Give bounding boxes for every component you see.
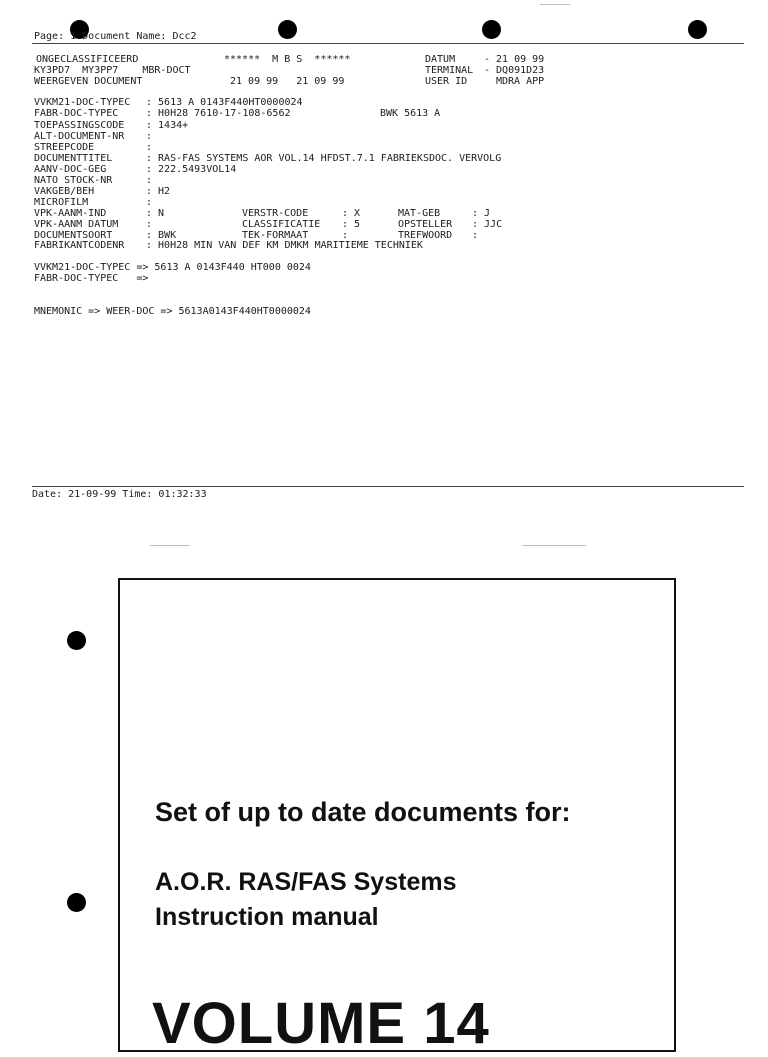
system-banner: ****** M B S ****** (224, 54, 351, 65)
type-mapping: VVKM21-DOC-TYPEC => 5613 A 0143F440 HT000 0024 (34, 262, 311, 273)
grid-mid-value: : 5 (342, 219, 361, 230)
cover-heading: Set of up to date documents for: (155, 797, 571, 827)
field-label: AANV-DOC-GEG (34, 164, 107, 175)
field-value: : (146, 142, 153, 153)
grid-right-label: OPSTELLER (398, 219, 453, 230)
volume-title: VOLUME 14 (152, 991, 490, 1056)
field-label: FABR-DOC-TYPEC (34, 108, 119, 119)
grid-label: DOCUMENTSOORT (34, 230, 113, 241)
program-codes: KY3PD7 MY3PP7 MBR-DOCT (34, 65, 191, 76)
punch-hole (688, 20, 707, 39)
terminal-value: - DQ091D23 (484, 65, 545, 76)
field-label: NATO STOCK-NR (34, 175, 113, 186)
field-label: VAKGEB/BEH (34, 186, 95, 197)
field-label: VVKM21-DOC-TYPEC (34, 97, 131, 108)
screen-dates: 21 09 99 21 09 99 (230, 76, 345, 87)
grid-label: FABRIKANTCODENR (34, 240, 125, 251)
field-value: : H2 (146, 186, 171, 197)
field-value: : 5613 A 0143F440HT0000024 (146, 97, 303, 108)
field-value: : 222.5493VOL14 (146, 164, 237, 175)
grid-mid-label: VERSTR-CODE (242, 208, 309, 219)
grid-mid-value: : (342, 230, 349, 241)
mnemonic-line: MNEMONIC => WEER-DOC => 5613A0143F440HT0000024 (34, 306, 311, 317)
grid-value: : (146, 219, 153, 230)
field-label: ALT-DOCUMENT-NR (34, 131, 125, 142)
user-id-value: MDRA APP (496, 76, 545, 87)
system-name: A.O.R. RAS/FAS Systems (155, 868, 457, 896)
grid-label: VPK-AANM-IND (34, 208, 107, 219)
terminal-label: TERMINAL (425, 65, 474, 76)
field-value: : (146, 175, 153, 186)
datum-label: DATUM (425, 54, 456, 65)
grid-right-value: : J (472, 208, 491, 219)
punch-hole (482, 20, 501, 39)
grid-value: : BWK (146, 230, 177, 241)
grid-value: : N (146, 208, 165, 219)
field-extra: BWK 5613 A (380, 108, 441, 119)
grid-right-label: MAT-GEB (398, 208, 441, 219)
field-label: TOEPASSINGSCODE (34, 120, 125, 131)
field-label: DOCUMENTTITEL (34, 153, 113, 164)
scan-mark (522, 545, 586, 546)
field-value: : 1434+ (146, 120, 189, 131)
manual-title: Instruction manual (155, 903, 379, 931)
grid-right-label: TREFWOORD (398, 230, 453, 241)
classification-label: ONGECLASSIFICEERD (36, 54, 139, 65)
grid-mid-value: : X (342, 208, 361, 219)
punch-hole (67, 893, 86, 912)
field-label: MICROFILM (34, 197, 89, 208)
field-label: STREEPCODE (34, 142, 95, 153)
field-value: : H0H28 7610-17-108-6562 (146, 108, 291, 119)
screen-title: WEERGEVEN DOCUMENT (34, 76, 143, 87)
grid-right-value: : (472, 230, 479, 241)
type-mapping: FABR-DOC-TYPEC => (34, 273, 149, 284)
grid-label: VPK-AANM DATUM (34, 219, 119, 230)
scan-mark (150, 545, 190, 546)
punch-hole (278, 20, 297, 39)
page-header: Page: 1 Document Name: Dcc2 (34, 31, 197, 42)
timestamp: Date: 21-09-99 Time: 01:32:33 (32, 489, 207, 500)
header-rule (32, 43, 744, 44)
field-value: : (146, 131, 153, 142)
grid-mid-label: TEK-FORMAAT (242, 230, 309, 241)
scan-mark (540, 4, 570, 5)
footer-rule (32, 486, 744, 487)
field-value: : RAS-FAS SYSTEMS AOR VOL.14 HFDST.7.1 FABRIEKSDOC. VERVOLG (146, 153, 502, 164)
grid-value: : H0H28 MIN VAN DEF KM DMKM MARITIEME TECHNIEK (146, 240, 423, 251)
field-value: : (146, 197, 153, 208)
punch-hole (67, 631, 86, 650)
grid-right-value: : JJC (472, 219, 503, 230)
grid-mid-label: CLASSIFICATIE (242, 219, 321, 230)
user-id-label: USER ID (425, 76, 468, 87)
datum-value: - 21 09 99 (484, 54, 545, 65)
